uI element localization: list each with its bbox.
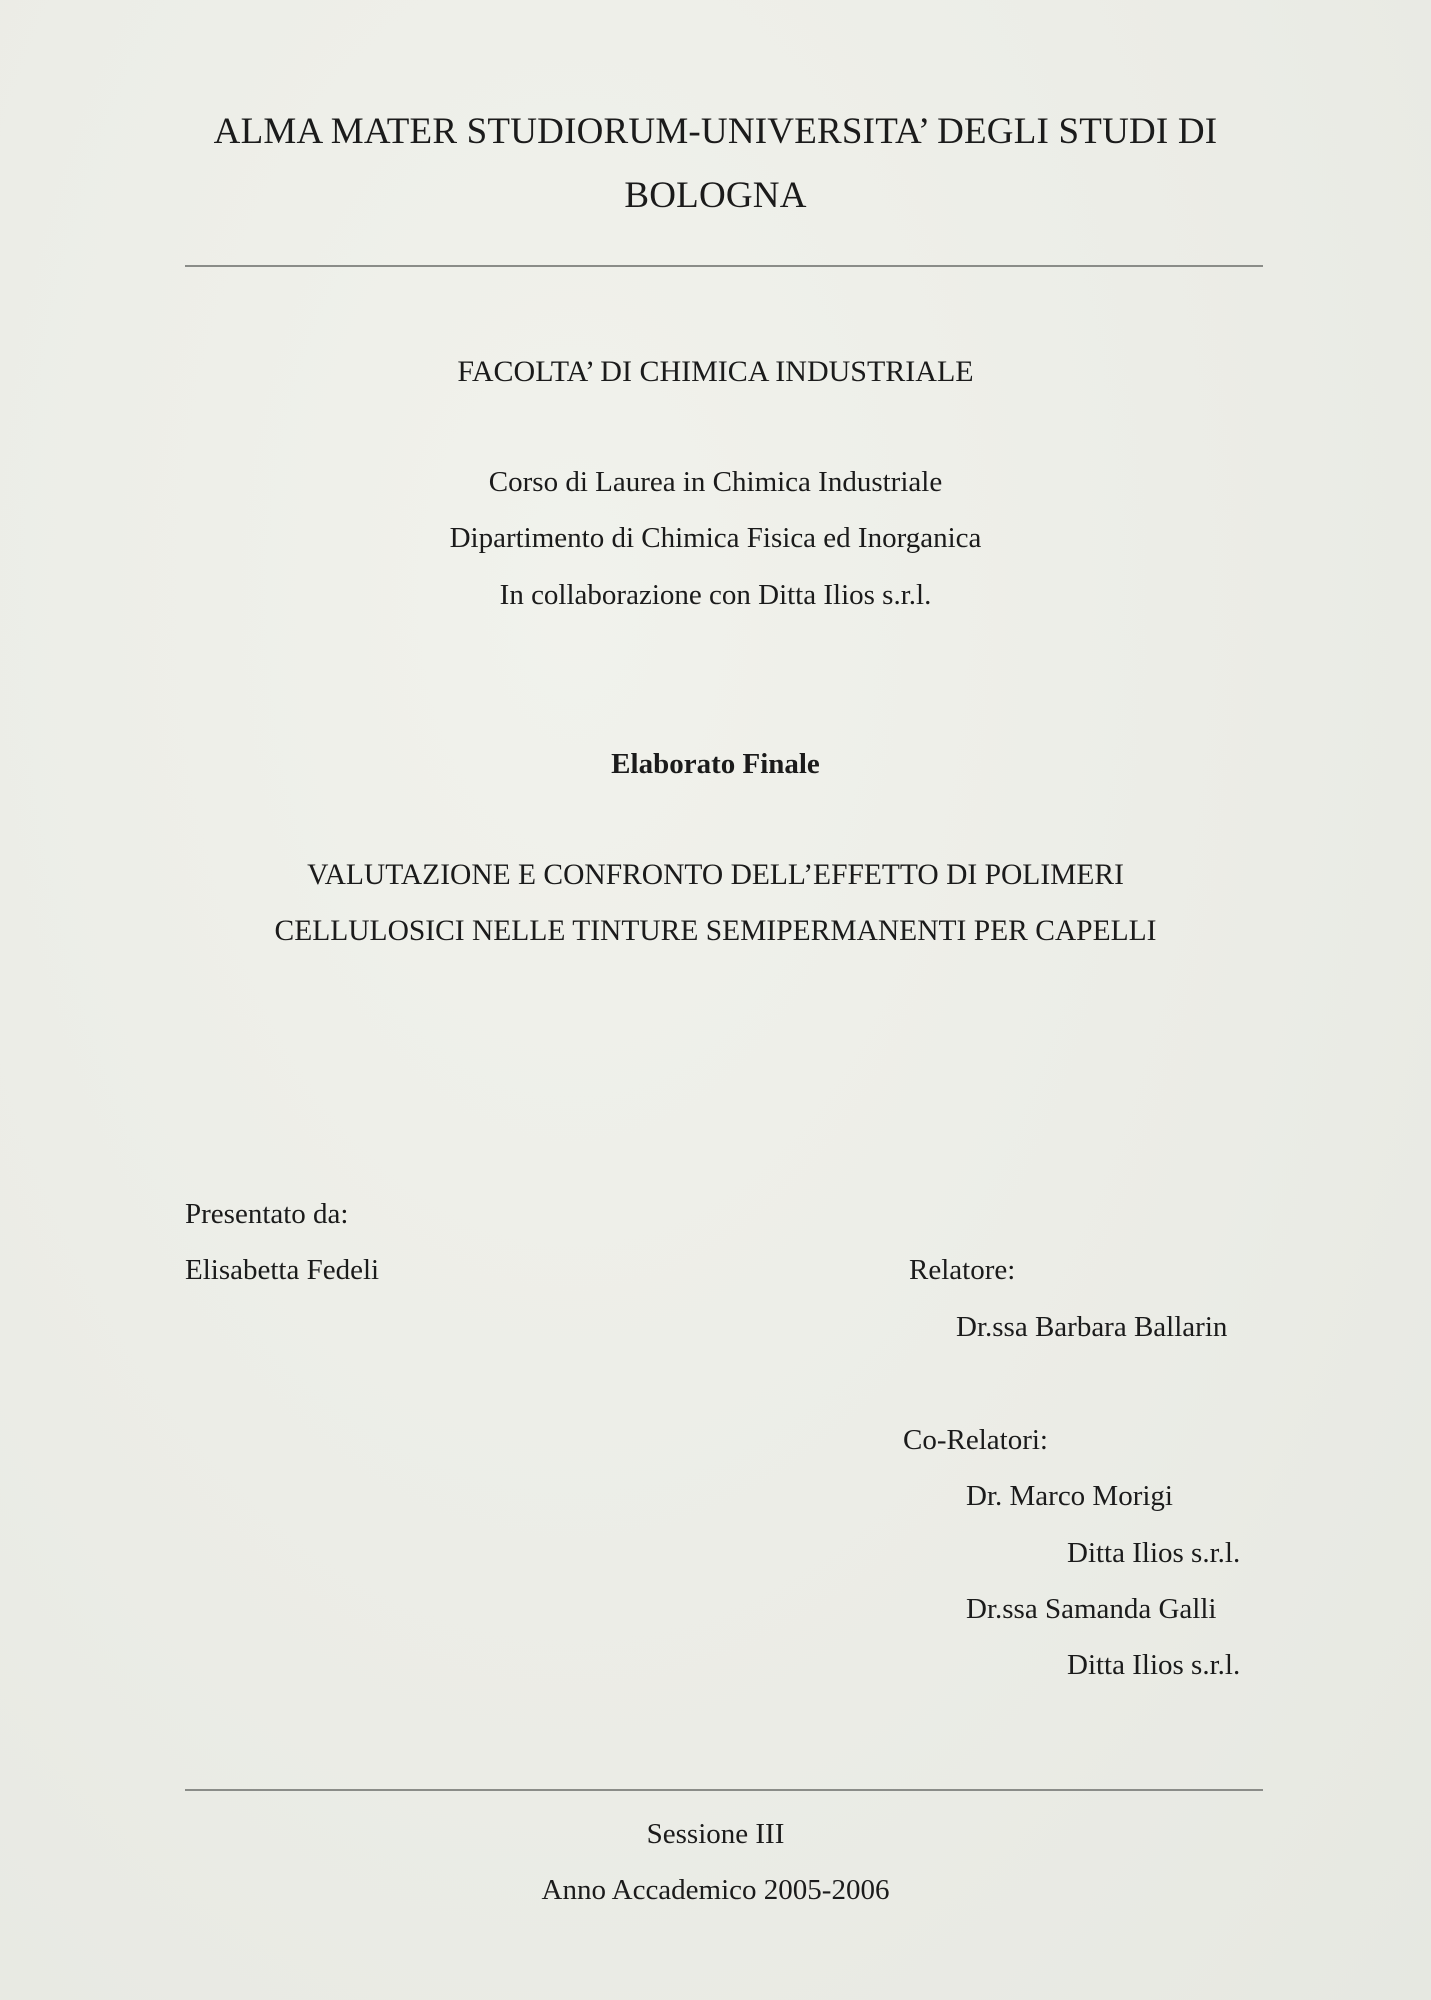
- thesis-title-line2: CELLULOSICI NELLE TINTURE SEMIPERMANENTI PER CAPELLI: [274, 915, 1157, 947]
- document-type: Elaborato Finale: [611, 748, 820, 780]
- supervisor-label: Relatore:: [909, 1254, 1016, 1286]
- co-supervisor-affiliation: Ditta Ilios s.r.l.: [1067, 1649, 1241, 1681]
- thesis-title-line1: VALUTAZIONE E CONFRONTO DELL’EFFETTO DI POLIMERI: [307, 859, 1124, 891]
- faculty-name: FACOLTA’ DI CHIMICA INDUSTRIALE: [457, 355, 974, 388]
- university-name-line1: ALMA MATER STUDIORUM-UNIVERSITA’ DEGLI STUDI DI: [213, 111, 1218, 152]
- co-supervisor-name: Dr. Marco Morigi: [966, 1480, 1173, 1512]
- top-divider: [185, 265, 1263, 267]
- collaboration-note: In collaborazione con Ditta Ilios s.r.l.: [499, 579, 932, 611]
- supervisor-name: Dr.ssa Barbara Ballarin: [956, 1311, 1228, 1343]
- bottom-divider: [185, 1789, 1263, 1791]
- author-label: Presentato da:: [185, 1198, 349, 1230]
- co-supervisor-name: Dr.ssa Samanda Galli: [966, 1593, 1217, 1625]
- author-name: Elisabetta Fedeli: [185, 1254, 380, 1286]
- co-supervisor-affiliation: Ditta Ilios s.r.l.: [1067, 1537, 1241, 1569]
- university-name-line2: BOLOGNA: [624, 175, 807, 216]
- course-name: Corso di Laurea in Chimica Industriale: [488, 466, 943, 498]
- department-name: Dipartimento di Chimica Fisica ed Inorganica: [449, 522, 982, 554]
- session: Sessione III: [646, 1818, 785, 1850]
- co-supervisors-label: Co-Relatori:: [903, 1424, 1048, 1456]
- academic-year: Anno Accademico 2005-2006: [541, 1874, 890, 1906]
